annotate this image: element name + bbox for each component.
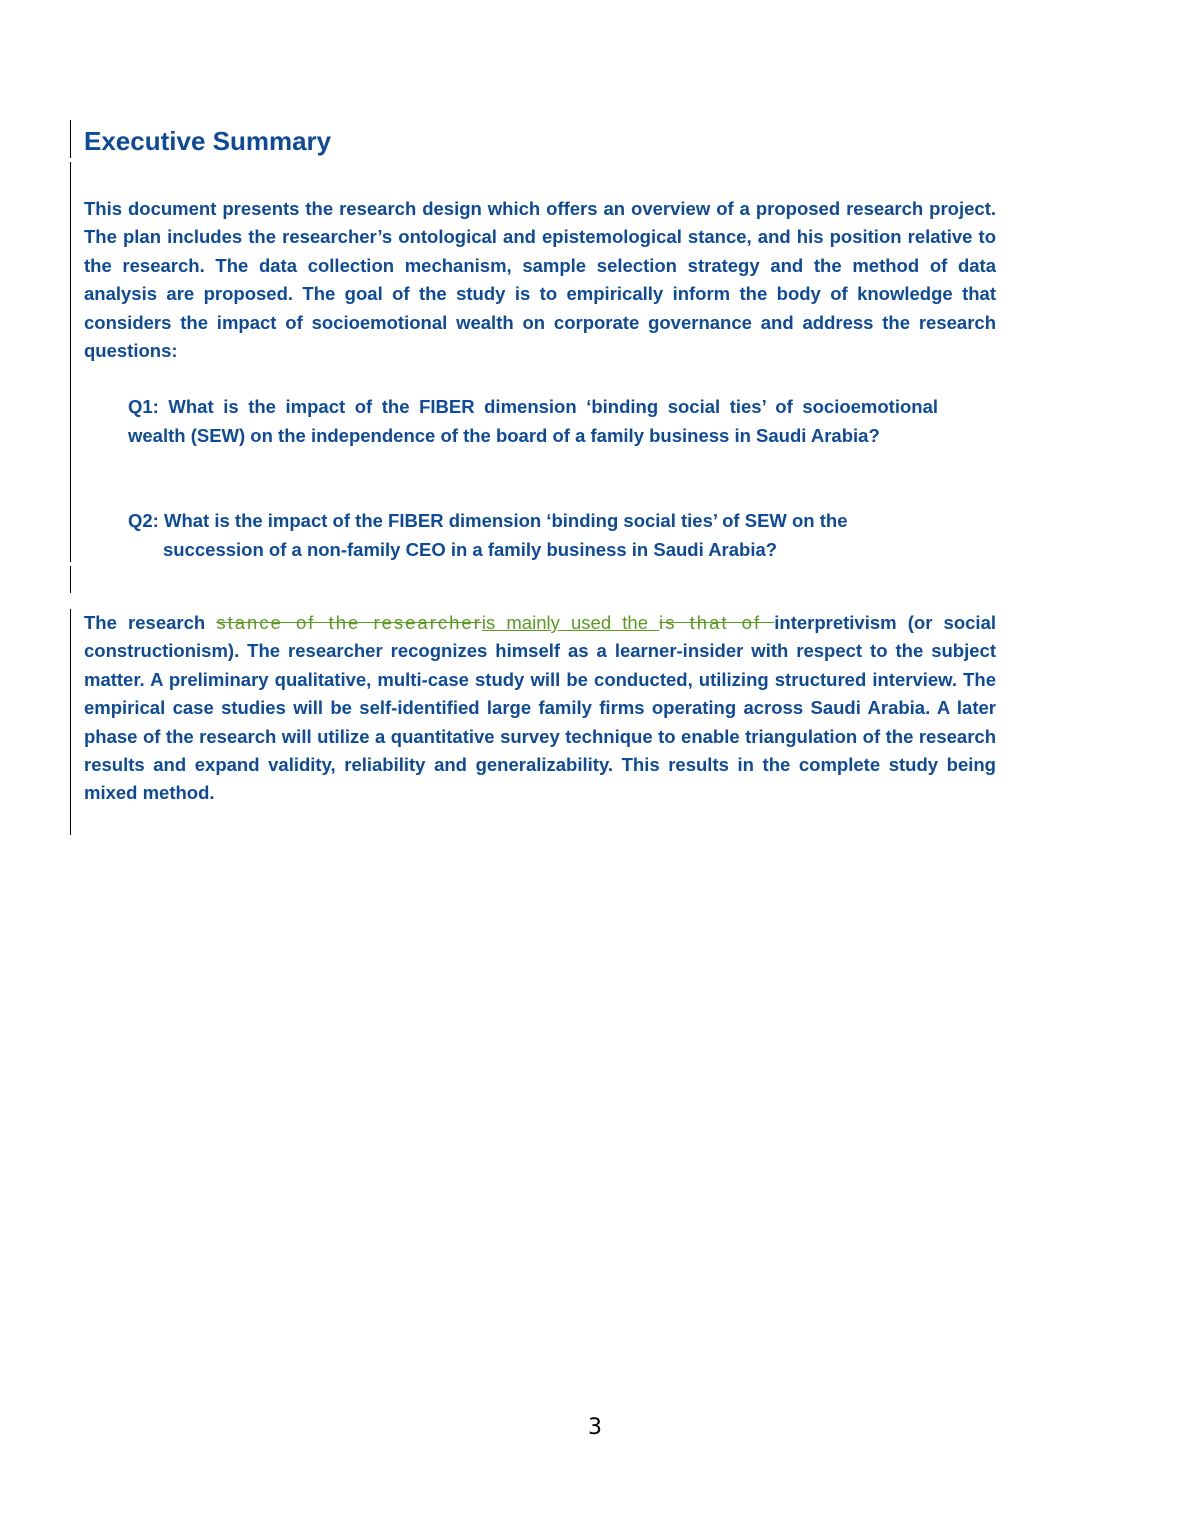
section-heading: Executive Summary bbox=[84, 126, 332, 156]
question-text-line2: succession of a non-family CEO in a family business in Saudi Arabia? bbox=[163, 538, 778, 560]
question-text: What is the impact of the FIBER dimension ‘binding social ties’ of socioemotional wealth (SEW) on the independence of the board of a family business in Saudi Arabia? bbox=[128, 396, 939, 446]
change-bar bbox=[70, 566, 71, 593]
change-bar bbox=[70, 162, 71, 562]
stance-body: interpretivism (or social constructionism). The researcher recognizes himself as a learner-insider with respect to the subject matter. A preliminary qualitative, multi-case study will be conducted, utilizing structured interview. The empirical case studies will be self-identified large family firms operating across Saudi Arabia. A later phase of the research will utilize a quantitative survey technique to enable triangulation of the research results and expand validity, reliability and generalizability. This results in the complete study being mixed method. bbox=[84, 612, 997, 804]
stance-paragraph bbox=[84, 609, 996, 808]
tracked-deletion: is that of bbox=[659, 612, 775, 633]
change-bar bbox=[70, 609, 71, 835]
research-question-2 bbox=[128, 507, 938, 565]
question-label: Q1: bbox=[128, 396, 159, 417]
question-label: Q2: bbox=[128, 510, 159, 531]
change-bar bbox=[70, 120, 71, 158]
tracked-insertion: is mainly used the bbox=[481, 612, 660, 633]
tracked-deletion: stance of the researcher bbox=[216, 612, 482, 633]
stance-lead: The research bbox=[84, 612, 217, 633]
research-question-1 bbox=[128, 393, 938, 451]
page-number: 3 bbox=[588, 1415, 602, 1440]
intro-paragraph: This document presents the research design which offers an overview of a proposed research project. The plan includes the researcher’s ontological and epistemological stance, and his position relative to the research. The data collection mechanism, sample selection strategy and the method of data analysis are proposed. The goal of the study is to empirically inform the body of knowledge that considers the impact of socioemotional wealth on corporate governance and address the research questions: bbox=[84, 198, 996, 362]
question-text-line1: What is the impact of the FIBER dimension ‘binding social ties’ of SEW on the bbox=[163, 510, 848, 531]
